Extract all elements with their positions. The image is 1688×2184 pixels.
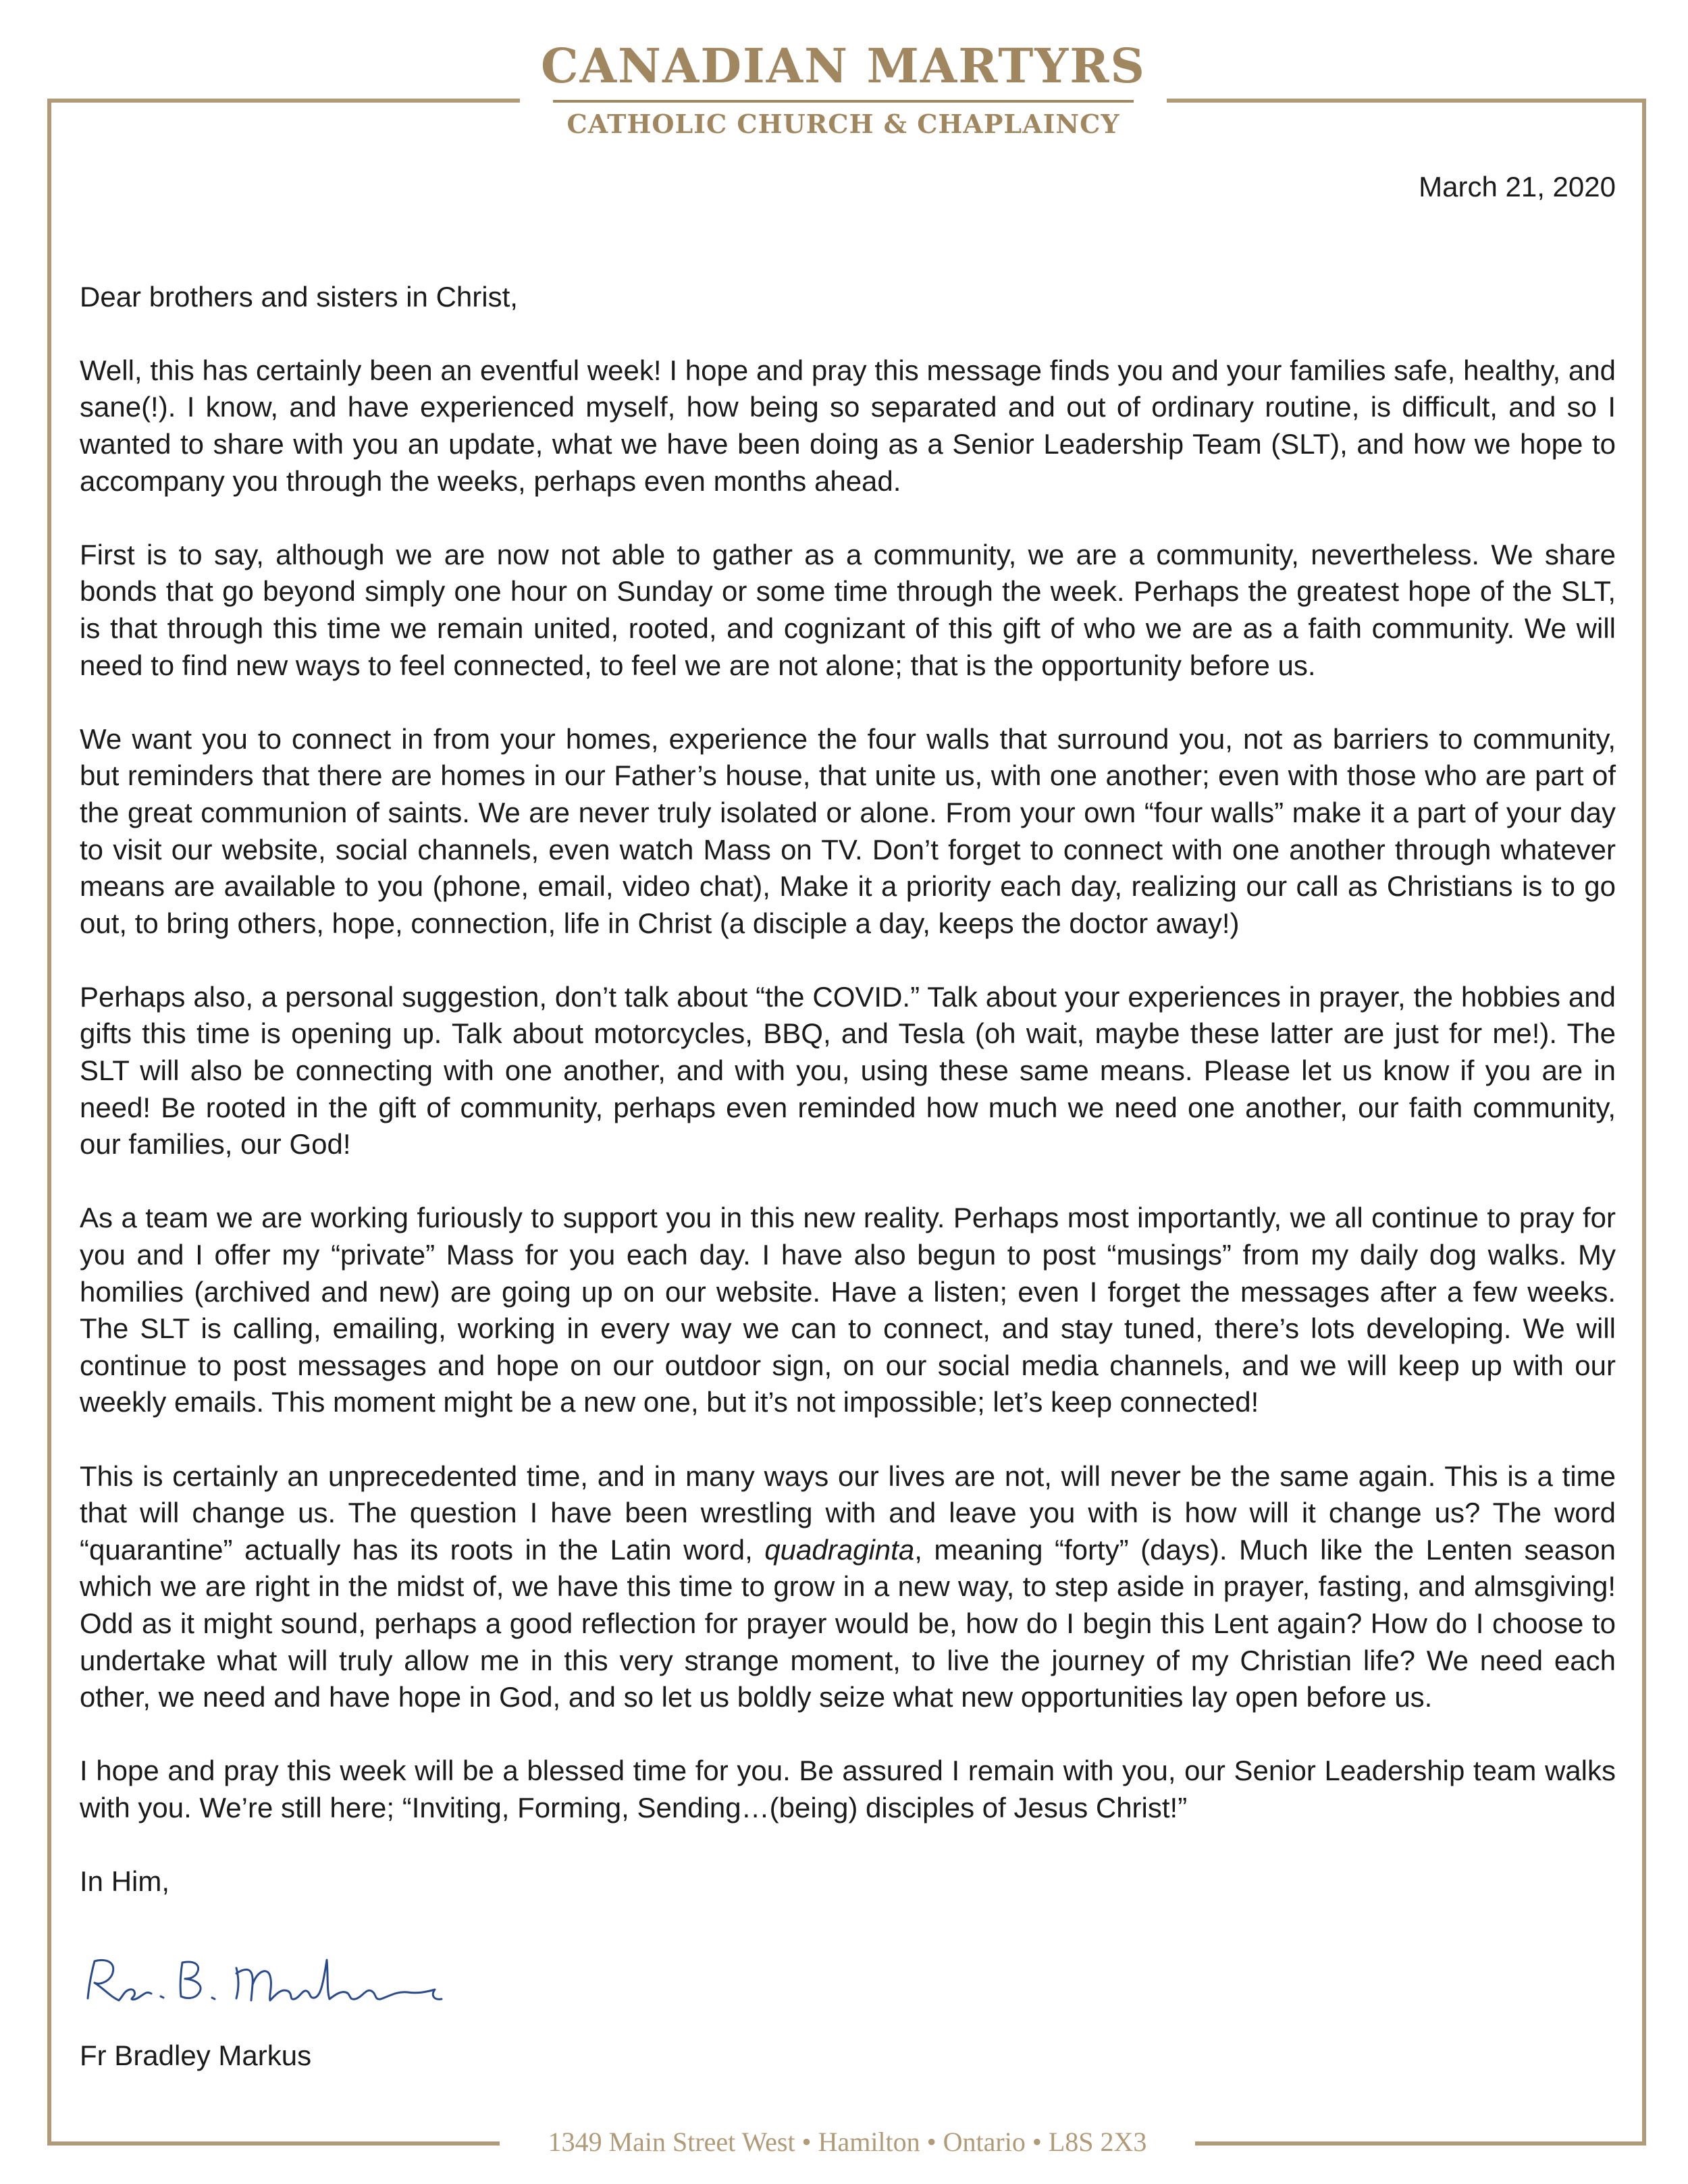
letter-greeting: Dear brothers and sisters in Christ, [80,280,518,313]
letter-body [80,169,1616,2075]
frame-bottom-right-border [1195,2141,1646,2146]
paragraph: First is to say, although we are now not able to gather as a community, we are a community, nevertheless. We share bonds that go beyond simply one hour on Sunday or some time through the week. Perhaps the greatest hope of the SLT, is that through this time we remain united, rooted, and cognizant of this gift of who we are as a faith community. We will need to find new ways to feel connected, to feel we are not alone; that is the opportunity before us. [80,538,1616,681]
letterhead-rule [553,100,1134,103]
paragraph-text: , meaning “forty” (days). Much like the Lenten season which we are right in the midst of, we have this time to grow in a new way, to step aside in prayer, fasting, and almsgiving! Odd as it might sound, perhaps a good reflection for prayer would be, how do I begin this Lent again? How do I choose to undertake what will truly allow me in this very strange moment, to live the journey of my Christian life? We need each other, we need and have hope in God, and so let us boldly seize what new opportunities lay open before us. [80,1533,1616,1713]
frame-bottom-left-border [47,2141,500,2146]
signatory-name: Fr Bradley Markus [80,2040,312,2072]
frame-top-right-border [1167,99,1646,103]
letterhead-subtitle: CATHOLIC CHURCH & CHAPLAINCY [566,109,1120,139]
letterhead-title: CANADIAN MARTYRS [541,38,1146,94]
letterhead [520,39,1167,139]
paragraph: We want you to connect in from your homes, experience the four walls that surround you, not as barriers to community, but reminders that there are homes in our Father’s house, that unite us, with one another; even with those who are part of the great communion of saints. We are never truly isolated or alone. From your own “four walls” make it a part of your day to visit our website, social channels, even watch Mass on TV. Don’t forget to connect with one another through whatever means are available to you (phone, email, video chat), Make it a priority each day, realizing our call as Christians is to go out, to bring others, hope, connection, life in Christ (a disciple a day, keeps the doctor away!) [80,722,1616,939]
paragraph: Well, this has certainly been an eventful week! I hope and pray this message finds you and your families safe, healthy, and sane(!). I know, and have experienced myself, how being so separated and out of ordinary routine, is difficult, and so I wanted to share with you an update, what we have been doing as a Senior Leadership Team (SLT), and how we hope to accompany you through the weeks, perhaps even months ahead. [80,354,1616,497]
footer-address: 1349 Main Street West • Hamilton • Ontario • L8S 2X3 [548,2127,1147,2157]
latin-word: quadraginta [764,1533,915,1566]
paragraph: As a team we are working furiously to support you in this new reality. Perhaps most importantly, we all continue to pray for you and I offer my “private” Mass for you each day. I have also begun to post “musings” from my daily dog walks. My homilies (archived and new) are going up on our website. Have a listen; even I forget the messages after a few weeks. The SLT is calling, emailing, working in every way we can to connect, and stay tuned, there’s lots developing. We will continue to post messages and hope on our outdoor sign, on our social media channels, and we will keep up with our weekly emails. This moment might be a new one, but it’s not impossible; let’s keep connected! [80,1202,1616,1418]
frame-left-border [47,99,51,2146]
letter-date: March 21, 2020 [1419,171,1616,203]
frame-right-border [1642,99,1646,2146]
paragraph-text: This is certainly an unprecedented time, and in many ways our lives are not, will never be the same again. This is a time that will change us. The question I have been wrestling with and leave you with is how will it change us? The word “quarantine” actually has its roots in the Latin word, [80,1460,1616,1566]
paragraph: I hope and pray this week will be a blessed time for you. Be assured I remain with you, our Senior Leadership team walks with you. We’re still here; “Inviting, Forming, Sending…(being) disciples of Jesus Christ!” [80,1755,1616,1823]
frame-top-left-border [47,99,520,103]
signature-image [80,1921,552,2022]
paragraph: Perhaps also, a personal suggestion, don’t talk about “the COVID.” Talk about your experiences in prayer, the hobbies and gifts this time is opening up. Talk about motorcycles, BBQ, and Tesla (oh wait, maybe these latter are just for me!). The SLT will also be connecting with one another, and with you, using these same means. Please let us know if you are in need! Be rooted in the gift of community, perhaps even reminded how much we need one another, our faith community, our families, our God! [80,980,1616,1161]
paragraph-quarantine [80,1458,1616,1716]
letter-closing: In Him, [80,1865,170,1898]
